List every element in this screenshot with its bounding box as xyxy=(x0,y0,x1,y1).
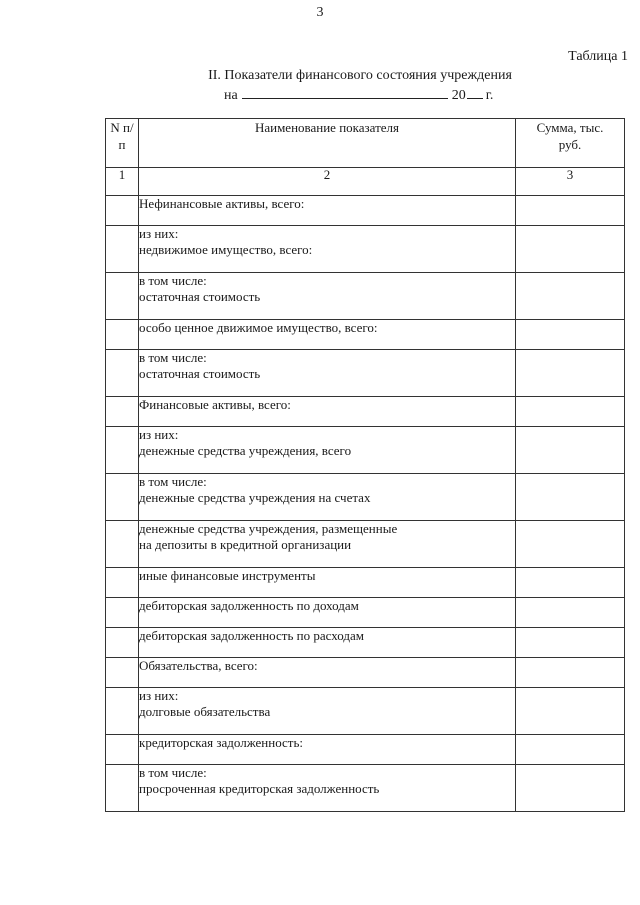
table-row xyxy=(106,521,625,568)
amount-cell xyxy=(516,658,625,688)
indicator-name: в том числе: просроченная кредиторская задолженность xyxy=(139,765,516,812)
amount-cell xyxy=(516,474,625,521)
amount-cell xyxy=(516,196,625,226)
row-number-cell xyxy=(106,688,139,735)
table-heading: II. Показатели финансового состояния учреждения xyxy=(208,68,512,83)
table-row xyxy=(106,658,625,688)
row-number-cell xyxy=(106,320,139,350)
table-row xyxy=(106,568,625,598)
row-number-cell xyxy=(106,273,139,320)
indicator-name: денежные средства учреждения, размещенные на депозиты в кредитной организации xyxy=(139,521,516,568)
indicator-name: из них: долговые обязательства xyxy=(139,688,516,735)
amount-cell xyxy=(516,320,625,350)
date-line xyxy=(224,86,493,104)
table-label: Таблица 1 xyxy=(568,49,628,64)
row-number-cell xyxy=(106,350,139,397)
year-suffix: г. xyxy=(485,88,494,103)
indicator-name: дебиторская задолженность по доходам xyxy=(139,598,516,628)
indicator-name: кредиторская задолженность: xyxy=(139,735,516,765)
column-number-row xyxy=(106,168,625,196)
table-row xyxy=(106,320,625,350)
amount-cell xyxy=(516,735,625,765)
table-row xyxy=(106,735,625,765)
indicator-name: особо ценное движимое имущество, всего: xyxy=(139,320,516,350)
amount-cell xyxy=(516,568,625,598)
indicator-name: Финансовые активы, всего: xyxy=(139,397,516,427)
column-number-1: 1 xyxy=(106,168,139,196)
amount-cell xyxy=(516,688,625,735)
amount-cell xyxy=(516,765,625,812)
amount-cell xyxy=(516,598,625,628)
table-row xyxy=(106,688,625,735)
page-number: 3 xyxy=(316,5,324,20)
indicator-name: Обязательства, всего: xyxy=(139,658,516,688)
row-number-cell xyxy=(106,628,139,658)
date-blank xyxy=(242,86,448,99)
table-row xyxy=(106,273,625,320)
indicator-name: в том числе: остаточная стоимость xyxy=(139,273,516,320)
amount-cell xyxy=(516,427,625,474)
amount-cell xyxy=(516,521,625,568)
column-number-2: 2 xyxy=(139,168,516,196)
table-row xyxy=(106,765,625,812)
table-row xyxy=(106,474,625,521)
table-row xyxy=(106,397,625,427)
financial-indicators-table xyxy=(105,118,625,812)
table-row xyxy=(106,226,625,273)
column-number-3: 3 xyxy=(516,168,625,196)
row-number-cell xyxy=(106,397,139,427)
row-number-cell xyxy=(106,568,139,598)
header-indicator-name: Наименование показателя xyxy=(139,119,516,168)
date-prefix: на xyxy=(224,88,238,103)
amount-cell xyxy=(516,350,625,397)
indicator-name: из них: недвижимое имущество, всего: xyxy=(139,226,516,273)
amount-cell xyxy=(516,226,625,273)
row-number-cell xyxy=(106,427,139,474)
table-row xyxy=(106,598,625,628)
row-number-cell xyxy=(106,474,139,521)
row-number-cell xyxy=(106,196,139,226)
amount-cell xyxy=(516,628,625,658)
amount-cell xyxy=(516,273,625,320)
indicator-name: дебиторская задолженность по расходам xyxy=(139,628,516,658)
row-number-cell xyxy=(106,658,139,688)
table-row xyxy=(106,427,625,474)
row-number-cell xyxy=(106,765,139,812)
table-row xyxy=(106,196,625,226)
year-prefix: 20 xyxy=(451,88,466,103)
header-number: N п/п xyxy=(106,119,139,168)
amount-cell xyxy=(516,397,625,427)
indicator-name: в том числе: денежные средства учреждения на счетах xyxy=(139,474,516,521)
row-number-cell xyxy=(106,735,139,765)
row-number-cell xyxy=(106,226,139,273)
header-amount: Сумма, тыс. руб. xyxy=(516,119,625,168)
year-blank xyxy=(467,86,483,99)
indicator-name: Нефинансовые активы, всего: xyxy=(139,196,516,226)
indicator-name: в том числе: остаточная стоимость xyxy=(139,350,516,397)
row-number-cell xyxy=(106,521,139,568)
header-row xyxy=(106,119,625,168)
indicator-name: из них: денежные средства учреждения, всего xyxy=(139,427,516,474)
table-row xyxy=(106,628,625,658)
row-number-cell xyxy=(106,598,139,628)
indicator-name: иные финансовые инструменты xyxy=(139,568,516,598)
table-row xyxy=(106,350,625,397)
